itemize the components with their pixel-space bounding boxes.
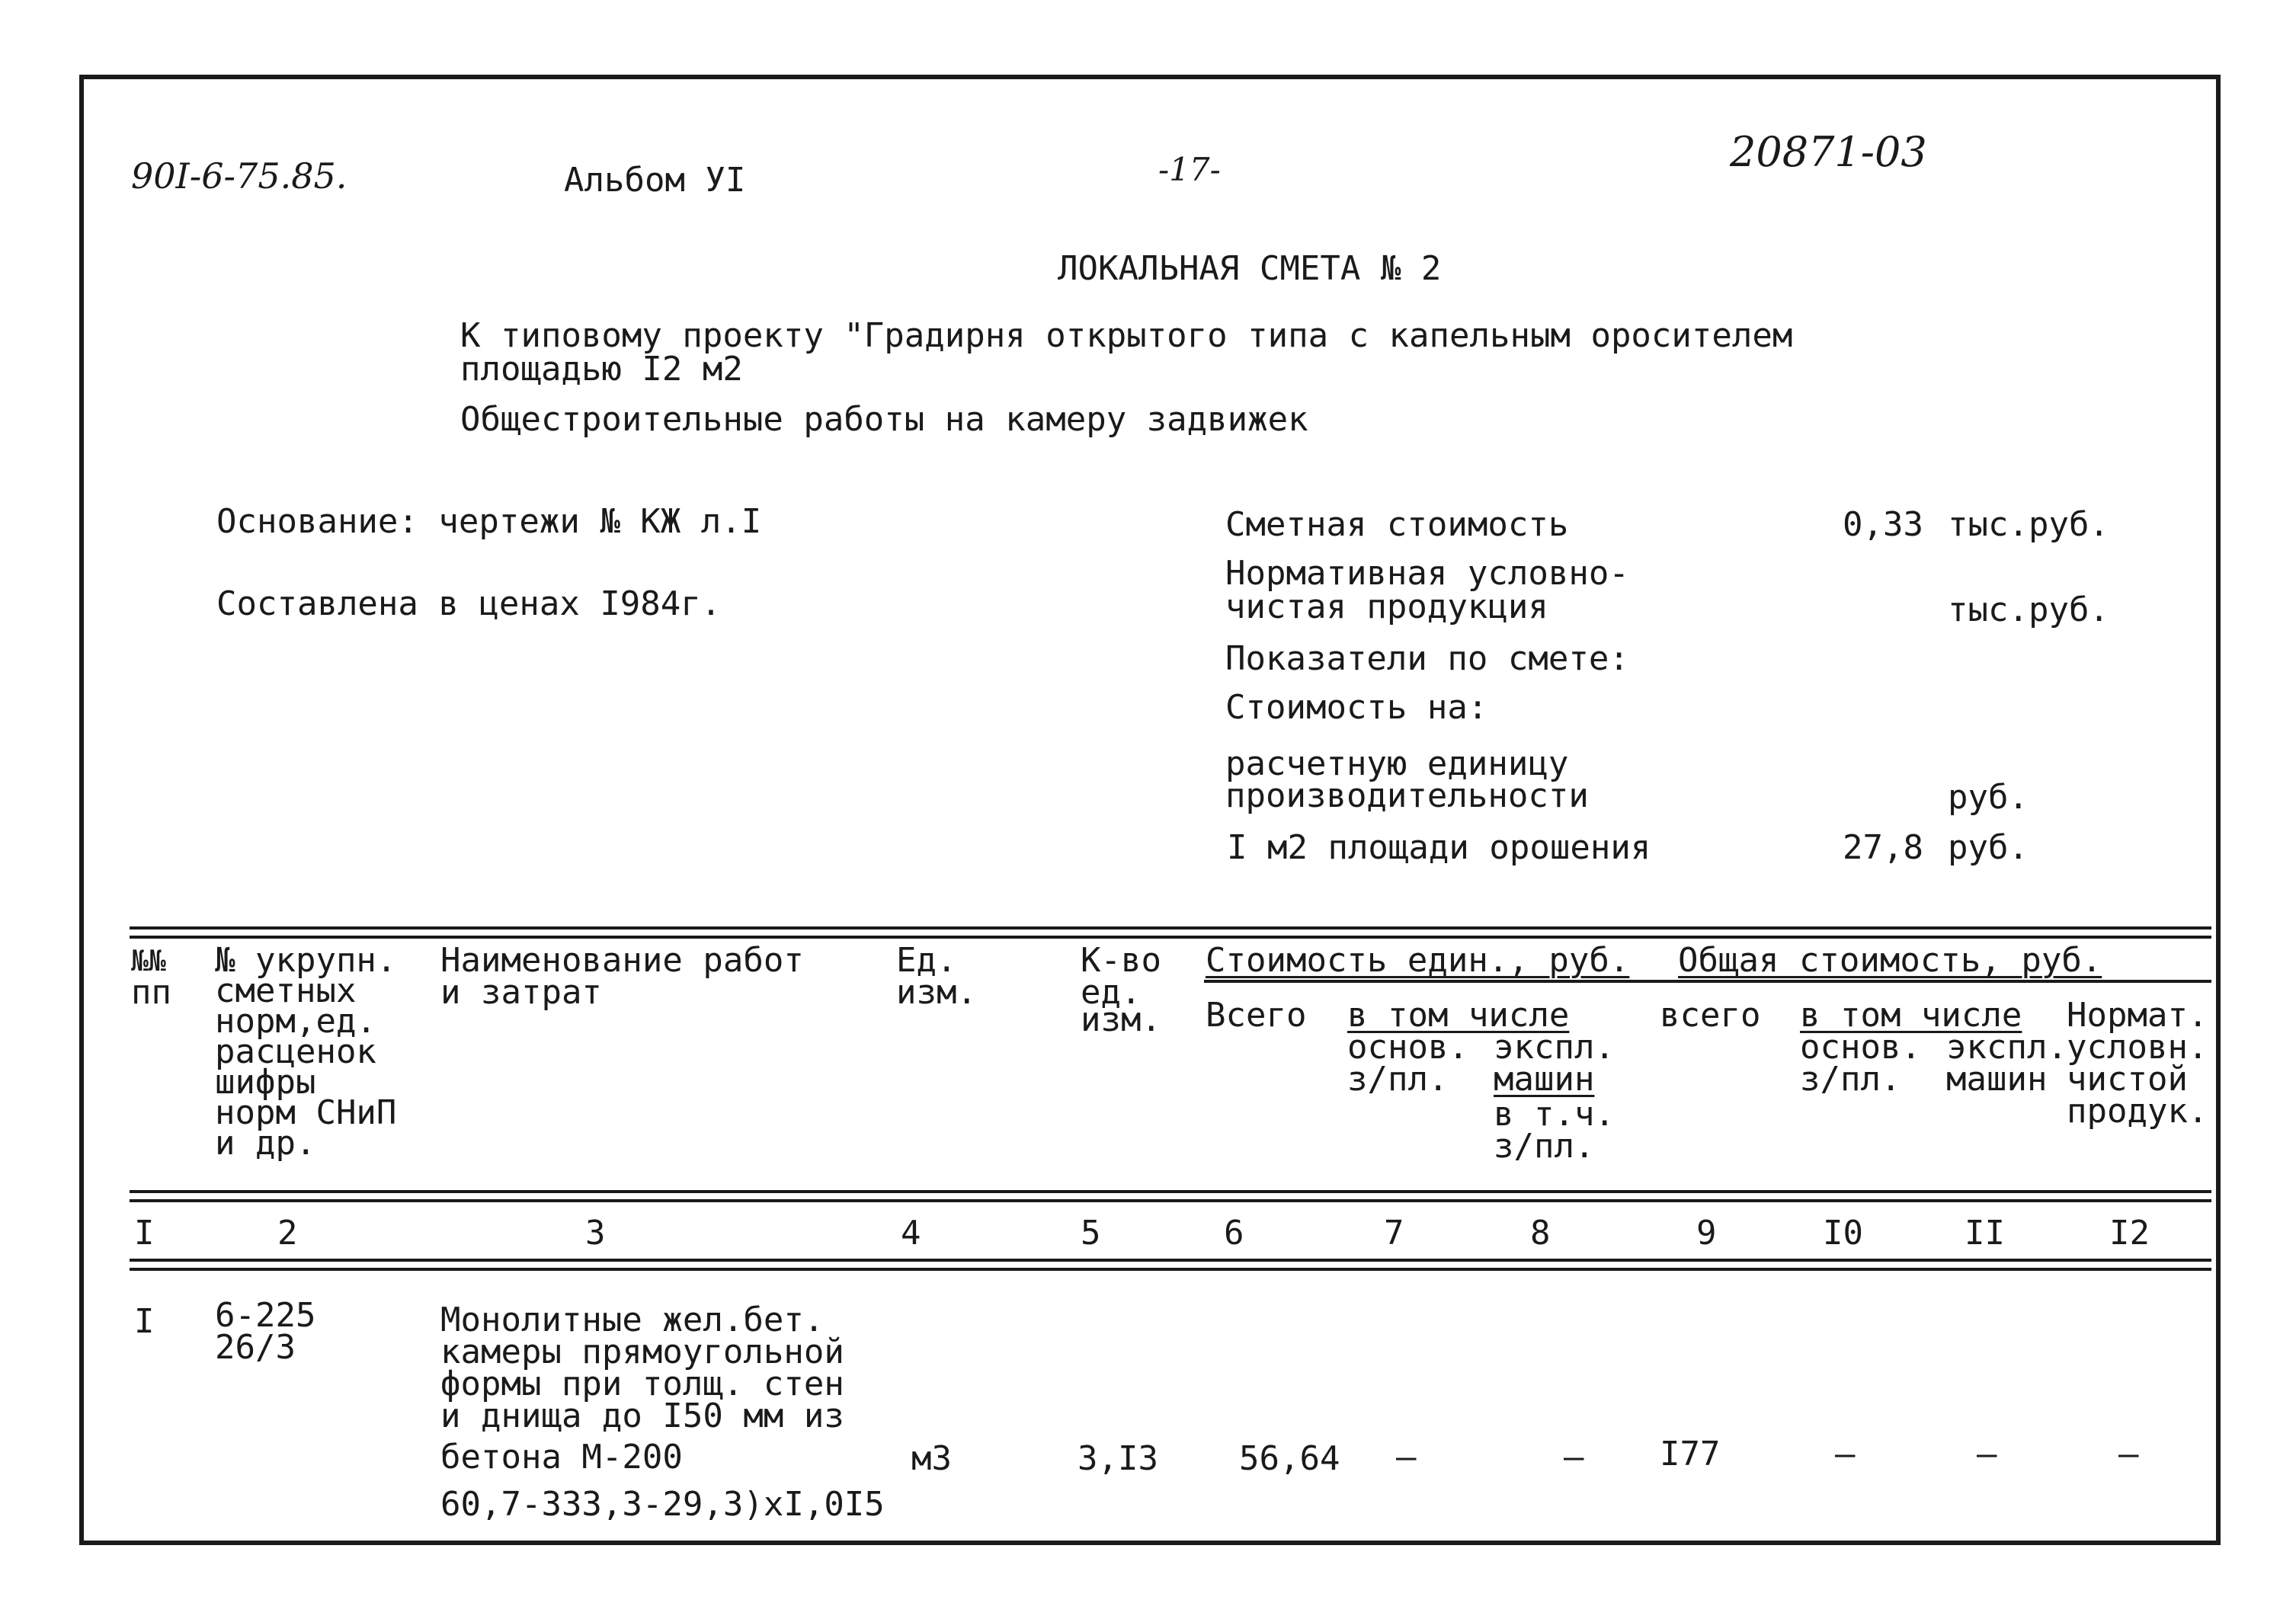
col-number: 4 — [901, 1214, 921, 1253]
row-unit-base: – — [1396, 1438, 1417, 1477]
header-subrule — [1204, 980, 2211, 983]
subtitle-line-1: К типовому проекту "Градирня открытого типа с капельным оросителем — [460, 316, 1793, 355]
header-unit-1: Ед. — [896, 941, 957, 980]
header-total-mach-2: машин — [1946, 1060, 2048, 1099]
row-unit-all: 56,64 — [1239, 1439, 1340, 1478]
numbers-bottom-rule — [130, 1259, 2211, 1271]
header-norm-3: чистой — [2067, 1060, 2188, 1099]
col-number: 2 — [277, 1214, 298, 1253]
header-unit-base-2: з/пл. — [1347, 1060, 1449, 1099]
header-no-2: пп — [131, 973, 171, 1012]
row-name-line: Монолитные жел.бет. — [440, 1301, 825, 1339]
row-total-mach: – — [1977, 1435, 1997, 1473]
row-code-1: 6-225 — [215, 1296, 316, 1335]
header-qty-3: изм. — [1081, 1000, 1161, 1039]
table-top-rule — [130, 926, 2211, 939]
row-unit: м3 — [911, 1439, 952, 1478]
col-number: 7 — [1384, 1214, 1404, 1253]
row-unit-mach: – — [1564, 1438, 1584, 1477]
album-label: Альбом УI — [564, 161, 746, 200]
cost-on-label: Стоимость на: — [1225, 688, 1488, 727]
col-number: 9 — [1696, 1214, 1717, 1253]
header-code-line: норм,ед. — [215, 1002, 376, 1041]
subtitle-line-2: площадью I2 м2 — [460, 350, 743, 389]
area-cost-label: I м2 площади орошения — [1227, 828, 1651, 867]
header-unit-base-1: основ. — [1347, 1028, 1468, 1067]
unit-capacity-label-1: расчетную единицу — [1225, 744, 1569, 783]
registration-number: 20871-03 — [1730, 128, 1927, 176]
estimated-cost-value: 0,33 — [1843, 505, 1923, 544]
header-unit-all: Всего — [1206, 996, 1307, 1035]
estimated-cost-unit: тыс.руб. — [1948, 505, 2109, 544]
header-unit-mach-1: экспл. — [1494, 1028, 1615, 1067]
col-number: 6 — [1224, 1214, 1244, 1253]
header-bottom-rule — [130, 1190, 2211, 1202]
basis-text: Основание: чертежи № КЖ л.I — [216, 502, 762, 541]
area-cost-value: 27,8 — [1843, 828, 1923, 867]
col-number: I — [134, 1214, 155, 1253]
page-title: ЛОКАЛЬНАЯ СМЕТА № 2 — [1058, 249, 1442, 288]
row-name-line: формы при толщ. стен — [440, 1365, 844, 1403]
header-name-2: и затрат — [440, 973, 602, 1012]
header-no-1: №№ — [131, 944, 166, 977]
page-number: -17- — [1158, 151, 1221, 188]
col-number: II — [1965, 1214, 2005, 1253]
header-total-cost: Общая стоимость, руб. — [1678, 941, 2102, 980]
header-total-incl: в том числе — [1800, 996, 2022, 1035]
unit-capacity-label-2: производительности — [1225, 776, 1589, 815]
col-number: I0 — [1823, 1214, 1863, 1253]
header-name-1: Наименование работ — [440, 941, 804, 980]
row-name-line: бетона М-200 — [440, 1438, 683, 1477]
header-code — [215, 943, 396, 1161]
header-total-base-2: з/пл. — [1800, 1060, 1901, 1099]
unit-capacity-unit: руб. — [1948, 778, 2029, 817]
header-code-line: шифры — [215, 1063, 316, 1102]
document-code: 90I-6-75.85. — [131, 155, 347, 197]
header-total-all: всего — [1660, 996, 1761, 1035]
norm-product-label-1: Нормативная условно- — [1225, 554, 1629, 593]
header-unit-mach-4: з/пл. — [1494, 1127, 1595, 1166]
header-unit-cost: Стоимость един., руб. — [1206, 941, 1630, 980]
norm-product-label-2: чистая продукция — [1225, 587, 1548, 626]
header-code-line: расценок — [215, 1032, 376, 1071]
col-number: I2 — [2109, 1214, 2150, 1253]
header-norm-1: Нормат. — [2067, 996, 2208, 1035]
row-norm: – — [2118, 1435, 2139, 1473]
row-qty: 3,I3 — [1078, 1439, 1158, 1478]
row-name-line: и днища до I50 мм из — [440, 1397, 844, 1435]
header-code-line: и др. — [215, 1124, 316, 1163]
header-code-line: норм СНиП — [215, 1093, 397, 1132]
header-code-line: сметных — [215, 971, 357, 1010]
document-sheet — [79, 75, 2221, 1545]
header-code-line: № укрупн. — [215, 941, 397, 980]
subtitle-line-3: Общестроительные работы на камеру задвижек — [460, 400, 1308, 439]
row-code-2: 26/3 — [215, 1328, 296, 1367]
header-total-base-1: основ. — [1800, 1028, 1921, 1067]
header-unit-mach-2: машин — [1494, 1060, 1595, 1099]
col-number: 8 — [1530, 1214, 1551, 1253]
header-unit-2: изм. — [896, 973, 977, 1012]
header-qty-1: К-во — [1081, 941, 1161, 980]
row-number: I — [134, 1302, 155, 1341]
row-total-base: – — [1835, 1435, 1856, 1473]
row-name-line: камеры прямоугольной — [440, 1333, 844, 1371]
header-total-mach-1: экспл. — [1946, 1028, 2067, 1067]
header-unit-incl: в том числе — [1347, 996, 1570, 1035]
row-name-line: 60,7-333,3-29,3)хI,0I5 — [440, 1485, 885, 1524]
area-cost-unit: руб. — [1948, 828, 2029, 867]
row-total-all: I77 — [1660, 1435, 1721, 1473]
prices-text: Составлена в ценах I984г. — [216, 584, 722, 623]
indicators-label: Показатели по смете: — [1225, 639, 1629, 678]
header-unit-mach-3: в т.ч. — [1494, 1095, 1615, 1134]
header-qty-2: ед. — [1081, 973, 1142, 1012]
header-norm-2: условн. — [2067, 1028, 2208, 1067]
header-norm-4: продук. — [2067, 1092, 2208, 1131]
col-number: 5 — [1081, 1214, 1101, 1253]
norm-product-unit: тыс.руб. — [1948, 590, 2109, 629]
estimated-cost-label: Сметная стоимость — [1225, 505, 1569, 544]
col-number: 3 — [585, 1214, 606, 1253]
